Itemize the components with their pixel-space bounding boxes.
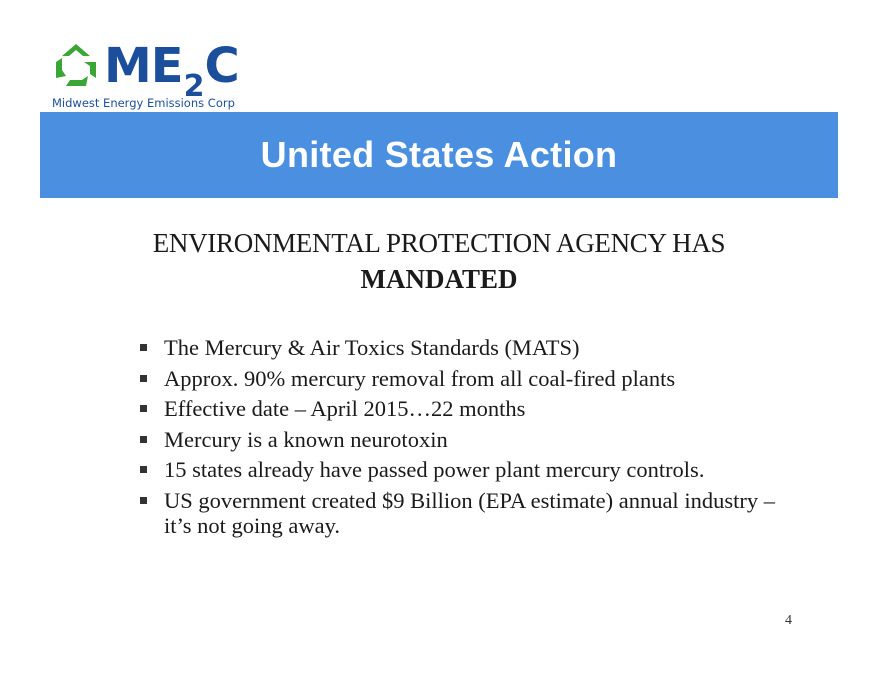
heading-line-2: MANDATED xyxy=(360,264,518,294)
bullet-item xyxy=(138,366,798,391)
bullet-square-icon xyxy=(140,344,147,351)
title-banner xyxy=(40,112,838,198)
company-logo xyxy=(50,38,270,110)
bullet-item xyxy=(138,457,798,482)
bullet-item xyxy=(138,427,798,452)
bullet-square-icon xyxy=(140,466,147,473)
bullet-text: The Mercury & Air Toxics Standards (MATS) xyxy=(164,335,580,360)
bullet-list xyxy=(138,335,798,543)
bullet-text: 15 states already have passed power plant mercury controls. xyxy=(164,457,705,482)
bullet-item xyxy=(138,335,798,360)
bullet-square-icon xyxy=(140,405,147,412)
bullet-text: Approx. 90% mercury removal from all coal-fired plants xyxy=(164,365,676,391)
page-number: 4 xyxy=(785,613,792,628)
heading-line-1: ENVIRONMENTAL PROTECTION AGENCY HAS xyxy=(152,228,726,258)
logo-word-sub: 2 xyxy=(183,69,204,104)
logo-word-pre: ME xyxy=(104,38,183,94)
bullet-item xyxy=(138,396,798,421)
bullet-square-icon xyxy=(140,497,147,504)
bullet-text: Mercury is a known neurotoxin xyxy=(164,426,448,452)
logo-word-post: C xyxy=(204,38,239,94)
bullet-text: Effective date – April 2015…22 months xyxy=(164,396,526,421)
bullet-square-icon xyxy=(140,375,147,382)
logo-wordmark xyxy=(104,38,239,104)
bullet-text: US government created $9 Billion (EPA estimate) annual industry – it’s not going away. xyxy=(164,487,775,538)
logo-caption: Midwest Energy Emissions Corp xyxy=(52,96,235,110)
bullet-item xyxy=(138,488,798,538)
bullet-square-icon xyxy=(140,436,147,443)
slide-title: United States Action xyxy=(260,134,618,175)
recycle-arrows-icon xyxy=(50,40,102,92)
